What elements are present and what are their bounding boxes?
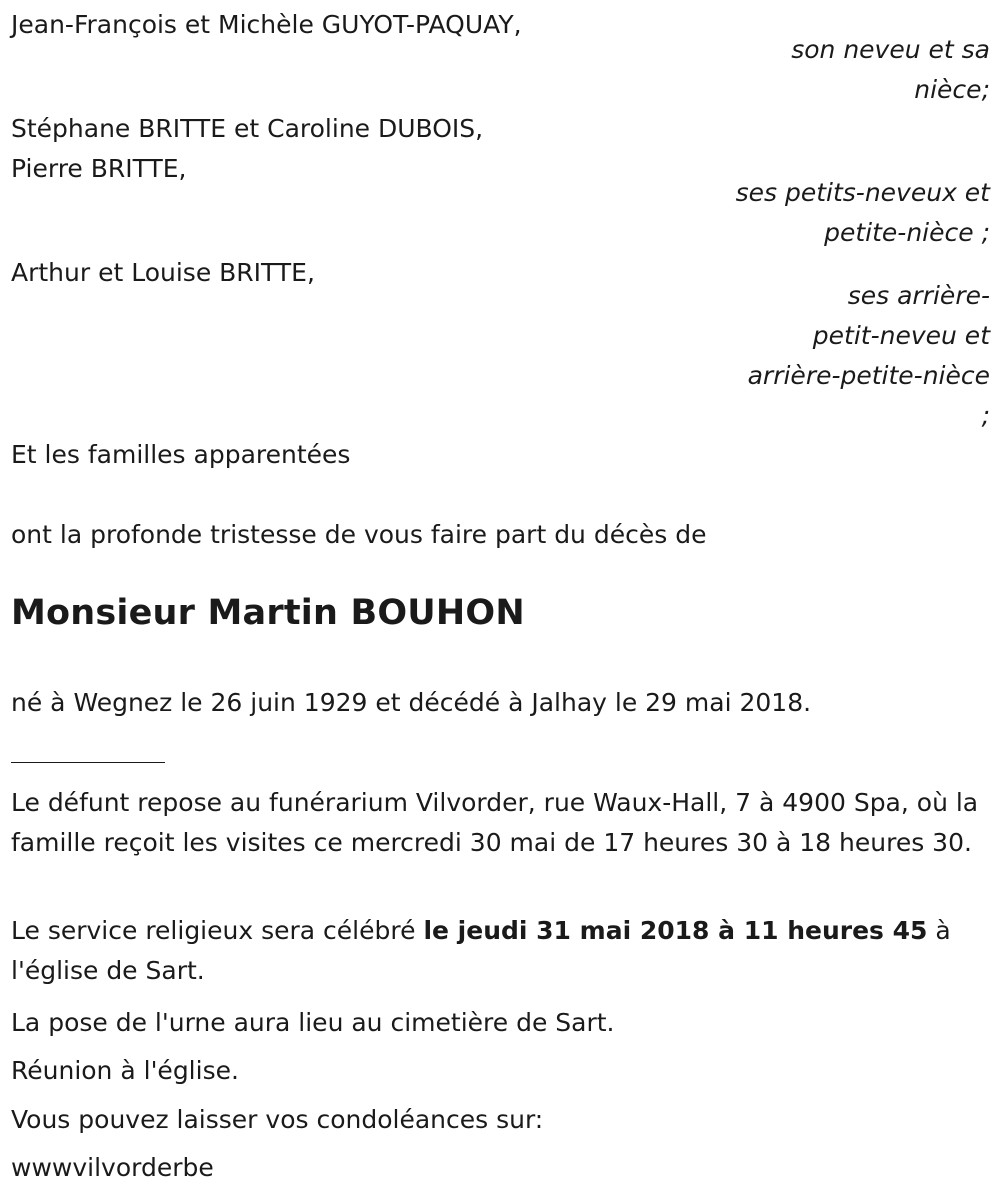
urn-paragraph: La pose de l'urne aura lieu au cimetière de Sart. bbox=[11, 1008, 615, 1037]
family-relation-2-line-1: ses petits-neveux et bbox=[735, 178, 990, 207]
separator-rule bbox=[11, 762, 165, 763]
family-relation-3-line-3: arrière-petite-nièce bbox=[747, 361, 990, 390]
related-families: Et les familles apparentées bbox=[11, 440, 351, 469]
family-names-3: Arthur et Louise BRITTE, bbox=[11, 258, 315, 287]
family-names-1: Jean-François et Michèle GUYOT-PAQUAY, bbox=[11, 10, 522, 39]
family-names-2-line-1: Stéphane BRITTE et Caroline DUBOIS, bbox=[11, 114, 484, 143]
family-relation-2-line-2: petite-nièce ; bbox=[824, 218, 990, 247]
viewing-paragraph: Le défunt repose au funérarium Vilvorder, rue Waux-Hall, 7 à 4900 Spa, où la famille reçoit les visites ce mercredi 30 mai de 17 heures 30 à 18 heures 30. bbox=[11, 788, 979, 857]
service-paragraph bbox=[11, 911, 986, 991]
condolences-website[interactable]: wwwvilvorderbe bbox=[11, 1153, 214, 1182]
birth-death-line: né à Wegnez le 26 juin 1929 et décédé à Jalhay le 29 mai 2018. bbox=[11, 688, 812, 717]
announcement-intro: ont la profonde tristesse de vous faire part du décès de bbox=[11, 520, 707, 549]
family-relation-1-line-2: nièce; bbox=[914, 75, 990, 104]
condolences-label: Vous pouvez laisser vos condoléances sur: bbox=[11, 1105, 544, 1134]
family-relation-3-line-4: ; bbox=[981, 401, 990, 430]
family-relation-3-line-1: ses arrière- bbox=[847, 281, 990, 310]
deceased-name: Monsieur Martin BOUHON bbox=[11, 593, 525, 633]
family-relation-1-line-1: son neveu et sa bbox=[791, 35, 990, 64]
family-names-2-line-2: Pierre BRITTE, bbox=[11, 154, 187, 183]
family-relation-3-line-2: petit-neveu et bbox=[812, 321, 990, 350]
service-suffix: à l'église de Sart. bbox=[11, 916, 951, 985]
service-prefix: Le service religieux sera célébré bbox=[11, 916, 424, 945]
meeting-paragraph: Réunion à l'église. bbox=[11, 1056, 239, 1085]
service-date: le jeudi 31 mai 2018 à 11 heures 45 bbox=[423, 916, 928, 945]
